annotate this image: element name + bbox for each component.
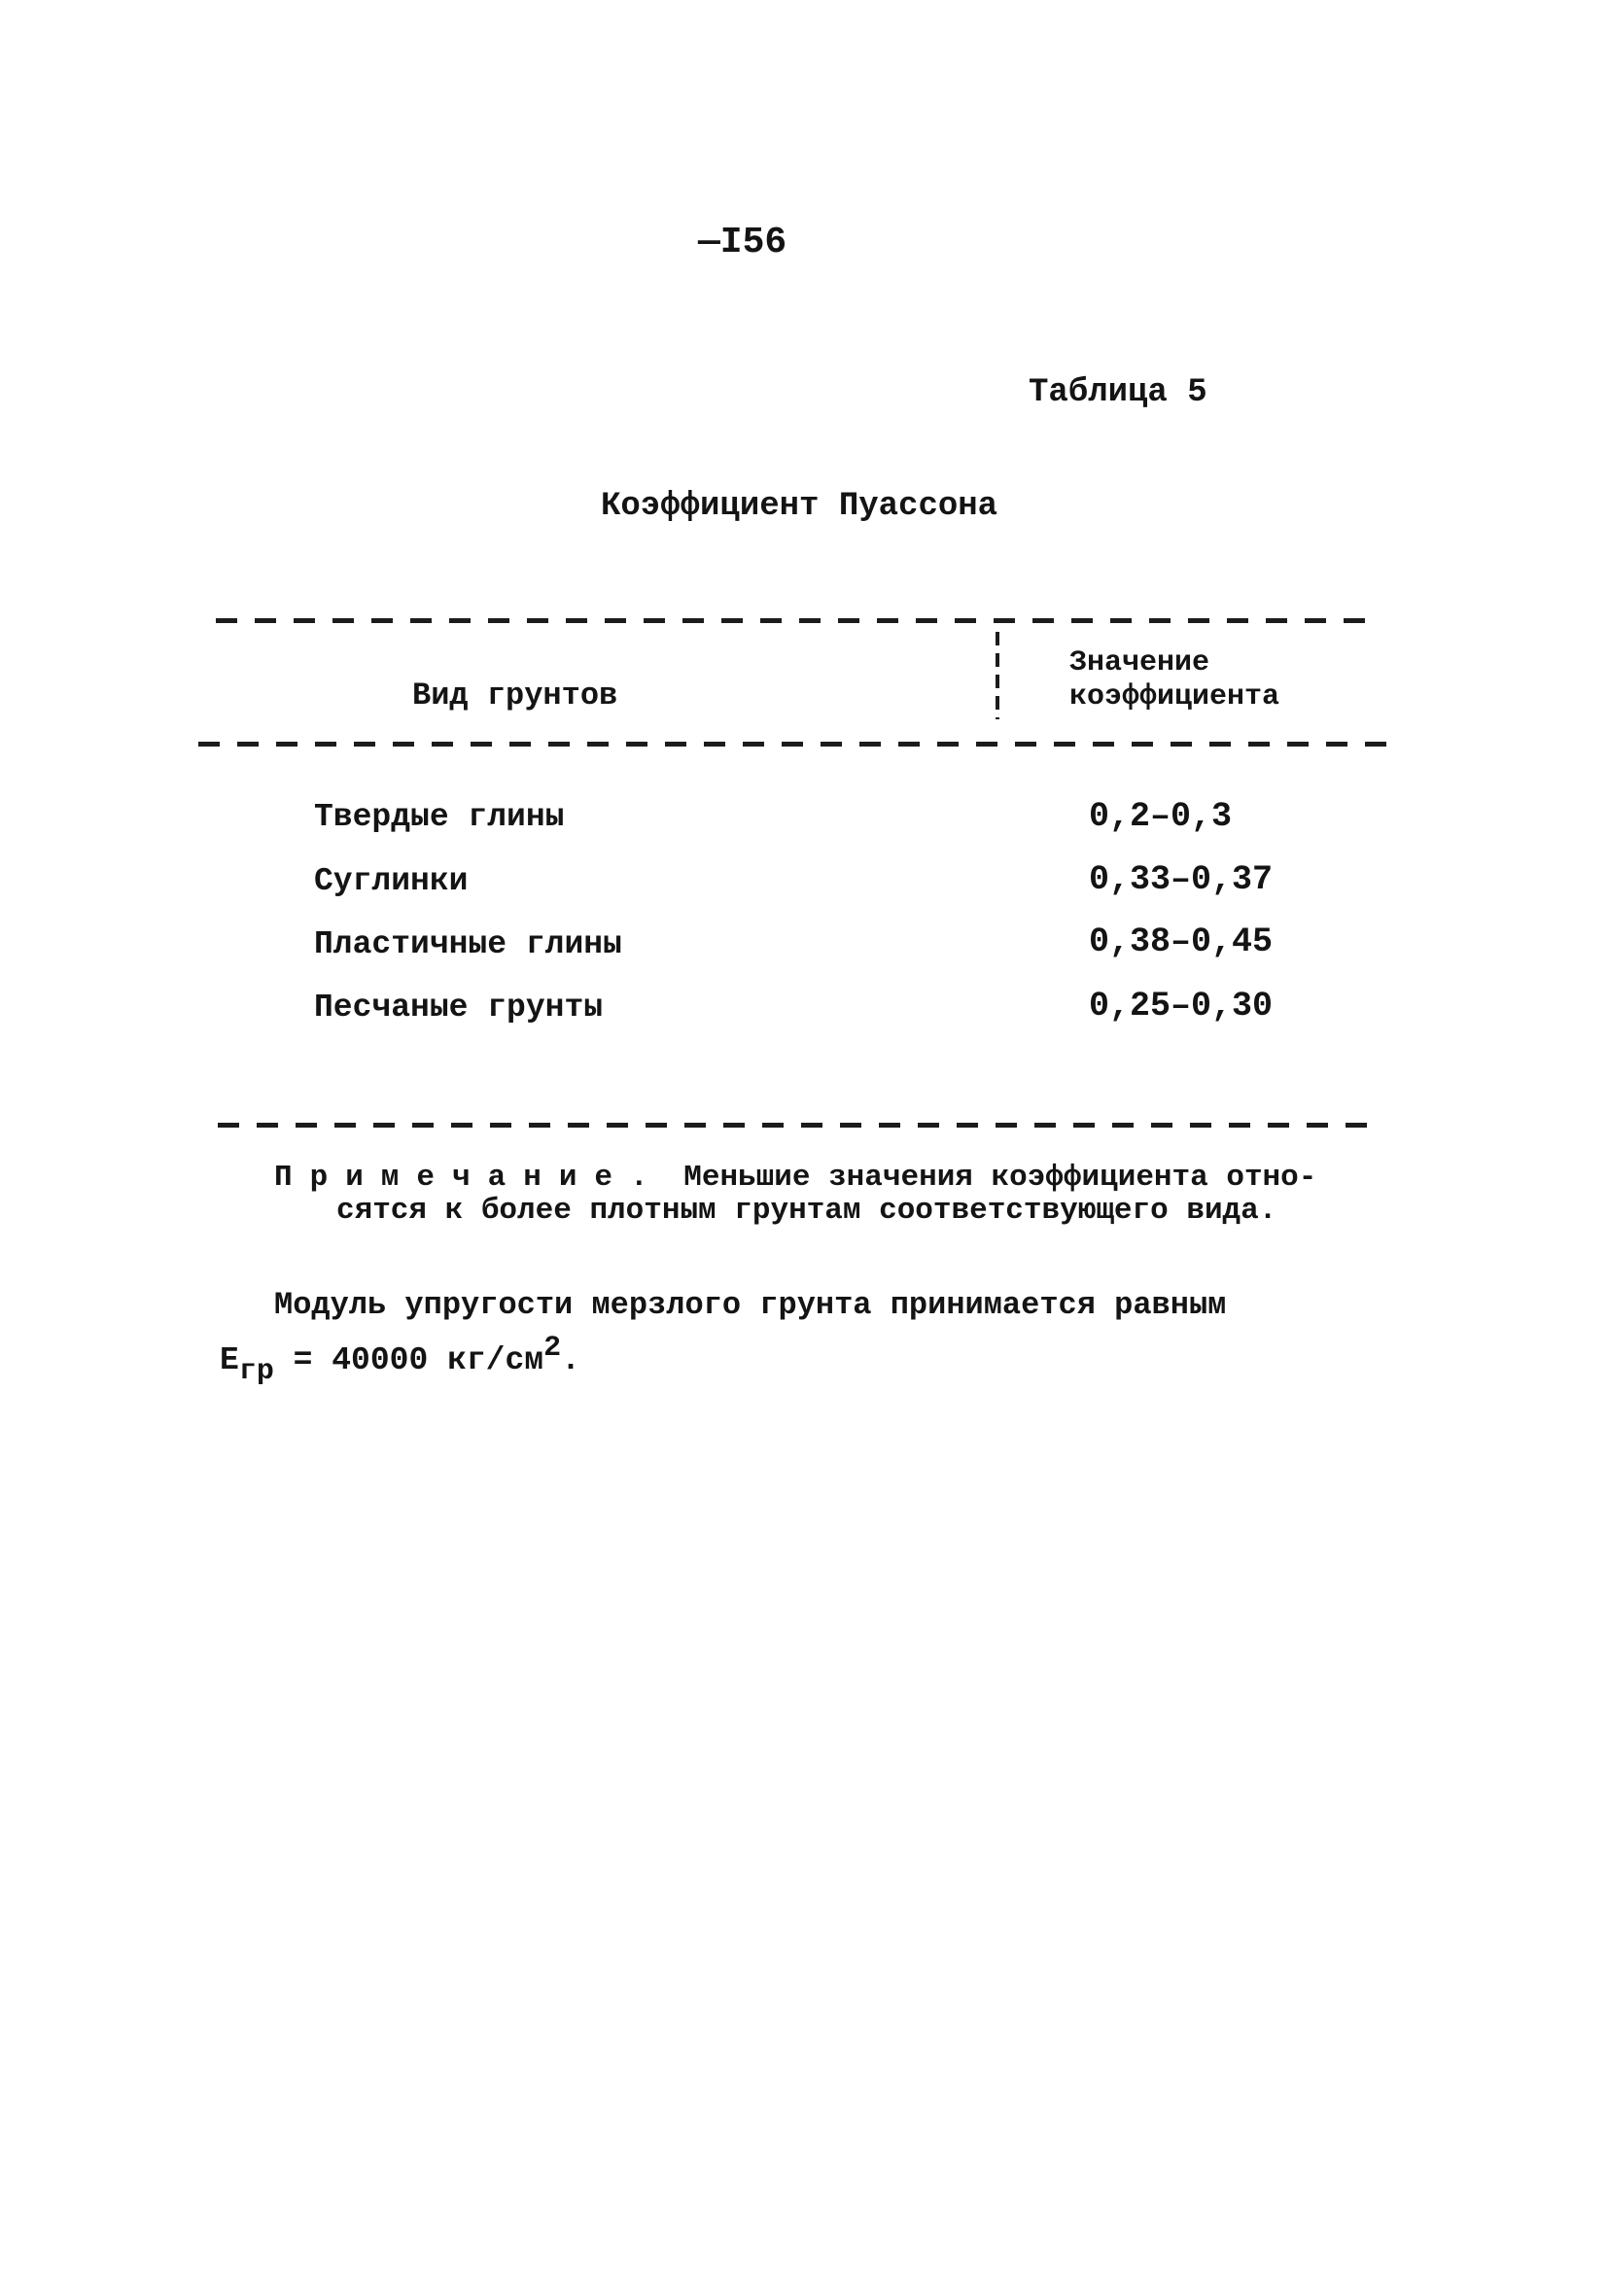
- formula-power: 2: [543, 1332, 562, 1365]
- formula-period: .: [561, 1342, 580, 1378]
- formula-value: = 40000 кг/см: [293, 1342, 544, 1378]
- table-row-name: Твердые глины: [314, 799, 565, 835]
- note-line2: сятся к более плотным грунтам соответствующего вида.: [336, 1194, 1277, 1228]
- table-bottom-rule: [218, 1123, 1371, 1128]
- note-label: Примечание.: [274, 1161, 666, 1195]
- formula-symbol: E: [220, 1342, 239, 1378]
- modulus-text: Модуль упругости мерзлого грунта принимается равным: [274, 1287, 1227, 1323]
- table-row-name: Суглинки: [314, 863, 469, 899]
- table-row-name: Песчаные грунты: [314, 990, 604, 1026]
- table-row-value: 0,2–0,3: [1089, 797, 1233, 836]
- note-line1: Меньшие значения коэффициента отно-: [683, 1161, 1317, 1195]
- table-note: [274, 1162, 1316, 1228]
- table-row-value: 0,25–0,30: [1089, 987, 1274, 1026]
- header-column-separator: [996, 632, 999, 719]
- header-coefficient-line1: Значение: [1069, 646, 1210, 679]
- table-top-rule: [216, 618, 1369, 623]
- table-row-name: Пластичные глины: [314, 926, 622, 962]
- table-row-value: 0,33–0,37: [1089, 860, 1274, 899]
- header-coefficient-line2: коэффициента: [1069, 680, 1280, 713]
- header-coefficient: [1069, 646, 1279, 714]
- table-title: Коэффициент Пуассона: [601, 488, 998, 525]
- table-label: Таблица 5: [1029, 374, 1207, 411]
- formula-subscript: гр: [238, 1355, 274, 1388]
- header-soil-type: Вид грунтов: [412, 678, 618, 713]
- page-number: —I56: [698, 222, 787, 263]
- table-header-rule: [198, 742, 1390, 747]
- modulus-formula: [220, 1332, 580, 1388]
- table-row-value: 0,38–0,45: [1089, 922, 1274, 961]
